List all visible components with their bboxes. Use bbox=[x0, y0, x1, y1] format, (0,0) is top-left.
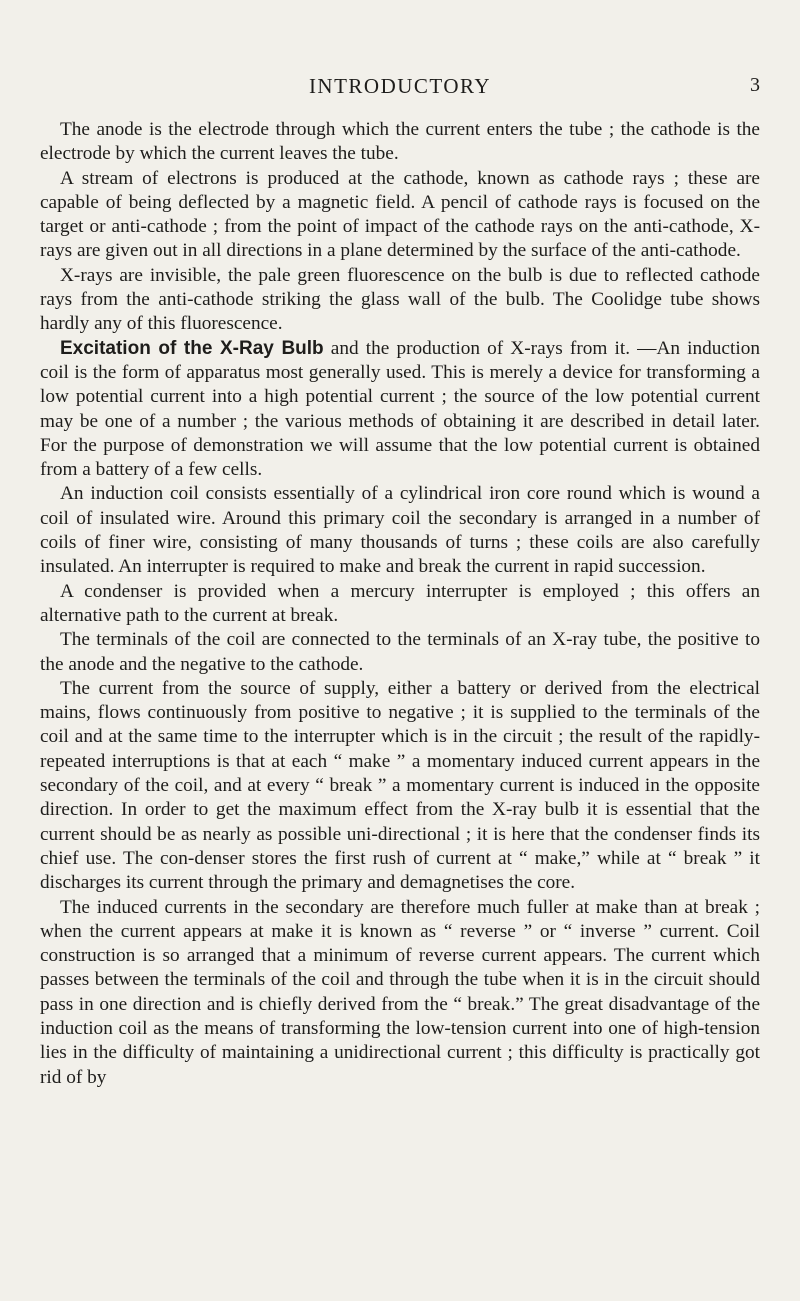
body-text bbox=[40, 118, 760, 1090]
section-heading: Excitation of the X-Ray Bulb bbox=[60, 337, 324, 359]
paragraph: The anode is the electrode through which the current enters the tube ; the cathode is the electrode by which the current leaves the tube. bbox=[40, 119, 760, 165]
paragraph: The induced currents in the secondary are therefore much fuller at make than at break ; when the current appears at make it is known as “ reverse ” or “ inverse ” current. Coil construction is so arranged that a minimum of reverse current appears. The current which passes between the terminals of the coil and through the tube when it is in the circuit should pass in one direction and is chiefly derived from the “ break.” The great disadvantage of the induction coil as the means of transforming the low-tension current into one of high-tension lies in the difficulty of maintaining a unidirectional current ; this difficulty is practically got rid of by bbox=[40, 896, 760, 1088]
section-heading-continuation: and the production of X-rays from it. —An induction coil is the form of apparatus most generally used. This is merely a device for transforming a low potential current into a high potential current ; the source of the low potential current may be one of a number ; the various methods of obtaining it are described in detail later. For the purpose of demonstration we will assume that the low potential current is obtained from a battery of a few cells. bbox=[40, 337, 760, 481]
paragraph: The terminals of the coil are connected to the terminals of an X-ray tube, the positive to the anode and the negative to the cathode. bbox=[40, 629, 760, 675]
running-title: INTRODUCTORY bbox=[308, 74, 492, 98]
section-paragraph bbox=[40, 337, 760, 483]
paragraph: The current from the source of supply, either a battery or derived from the electrical mains, flows continuously from positive to negative ; it is supplied to the terminals of the coil and at the same time to the interrupter which is in the circuit ; the result of the rapidly-repeated interruptions is that at each “ make ” a momentary induced current appears in the secondary of the coil, and at every “ break ” a momentary current is induced in the opposite direction. In order to get the maximum effect from the X-ray bulb it is essential that the current should be as nearly as possible uni-directional ; it is here that the condenser finds its chief use. The con-denser stores the first rush of current at “ make,” while at “ break ” it discharges its current through the primary and demagnetises the core. bbox=[40, 677, 760, 894]
running-head bbox=[40, 74, 760, 108]
paragraph: A stream of electrons is produced at the cathode, known as cathode rays ; these are capable of being deflected by a magnetic field. A pencil of cathode rays is focused on the target or anti-cathode ; from the point of impact of the cathode rays on the anti-cathode, X-rays are given out in all directions in a plane determined by the surface of the anti-cathode. bbox=[40, 167, 760, 262]
paragraph: X-rays are invisible, the pale green fluorescence on the bulb is due to reflected cathode rays from the anti-cathode striking the glass wall of the bulb. The Coolidge tube shows hardly any of this fluorescence. bbox=[40, 264, 760, 335]
page-number: 3 bbox=[750, 74, 760, 96]
paragraph: An induction coil consists essentially of a cylindrical iron core round which is wound a coil of insulated wire. Around this primary coil the secondary is arranged in a number of coils of finer wire, consisting of many thousands of turns ; these coils are also carefully insulated. An interrupter is required to make and break the current in rapid succession. bbox=[40, 483, 760, 578]
paragraph: A condenser is provided when a mercury interrupter is employed ; this offers an alternative path to the current at break. bbox=[40, 580, 760, 626]
